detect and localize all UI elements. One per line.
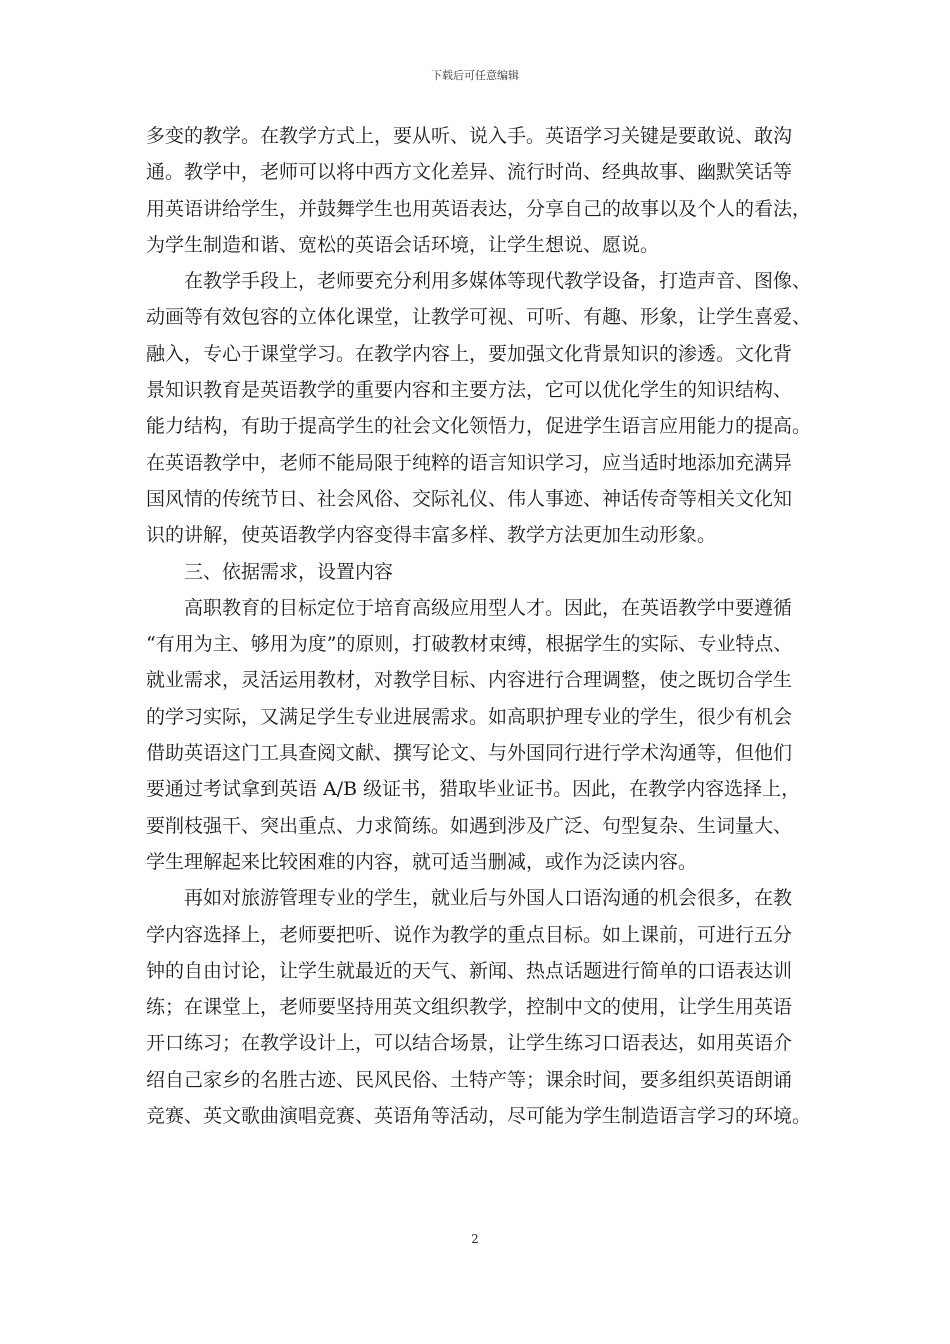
text-line: 开口练习；在教学设计上，可以结合场景，让学生练习口语表达，如用英语介 (146, 1032, 793, 1055)
text-line: 要通过考试拿到英语 A/B 级证书，猎取毕业证书。因此，在教学内容选择上， (146, 778, 801, 801)
text-line: 动画等有效包容的立体化课堂，让教学可视、可听、有趣、形象，让学生喜爱、 (146, 306, 812, 329)
text-line: 国风情的传统节日、社会风俗、交际礼仪、伟人事迹、神话传奇等相关文化知 (146, 487, 793, 510)
section-heading: 三、依据需求，设置内容 (184, 560, 394, 583)
text-line: 要削枝强干、突出重点、力求简练。如遇到涉及广泛、句型复杂、生词量大、 (146, 814, 793, 837)
text-line: 竞赛、英文歌曲演唱竞赛、英语角等活动，尽可能为学生制造语言学习的环境。 (146, 1105, 812, 1128)
page-header: 下载后可任意编辑 (431, 69, 519, 82)
text-line: 融入，专心于课堂学习。在教学内容上，要加强文化背景知识的渗透。文化背 (146, 342, 793, 365)
text-line: 再如对旅游管理专业的学生，就业后与外国人口语沟通的机会很多，在教 (184, 887, 793, 910)
body-text (146, 118, 818, 1134)
text-line: “有用为主、够用为度”的原则，打破教材束缚，根据学生的实际、专业特点、 (146, 633, 793, 656)
text-line: 能力结构，有助于提高学生的社会文化领悟力，促进学生语言应用能力的提高。 (146, 415, 812, 438)
text-line: 多变的教学。在教学方式上，要从听、说入手。英语学习关键是要敢说、敢沟 (146, 125, 793, 147)
text-line: 在教学手段上，老师要充分利用多媒体等现代教学设备，打造声音、图像、 (184, 270, 812, 293)
page-number: 2 (471, 1232, 479, 1246)
text-line: 通。教学中，老师可以将中西方文化差异、流行时尚、经典故事、幽默笑话等 (146, 161, 793, 184)
text-line: 用英语讲给学生，并鼓舞学生也用英语表达，分享自己的故事以及个人的看法， (146, 197, 812, 220)
text-line: 识的讲解，使英语教学内容变得丰富多样、教学方法更加生动形象。 (146, 524, 717, 547)
text-line: 钟的自由讨论，让学生就最近的天气、新闻、热点话题进行简单的口语表达训 (146, 959, 793, 982)
text-line: 绍自己家乡的名胜古迹、民风民俗、土特产等；课余时间，要多组织英语朗诵 (146, 1068, 793, 1091)
text-line: 的学习实际，又满足学生专业进展需求。如高职护理专业的学生，很少有机会 (146, 705, 793, 728)
text-line: 高职教育的目标定位于培育高级应用型人才。因此，在英语教学中要遵循 (184, 596, 793, 619)
text-line: 景知识教育是英语教学的重要内容和主要方法，它可以优化学生的知识结构、 (146, 379, 793, 402)
text-line: 为学生制造和谐、宽松的英语会话环境，让学生想说、愿说。 (146, 233, 660, 256)
text-line: 就业需求，灵活运用教材，对教学目标、内容进行合理调整，使之既切合学生 (146, 669, 793, 692)
text-line: 在英语教学中，老师不能局限于纯粹的语言知识学习，应当适时地添加充满异 (146, 451, 793, 474)
text-line: 练；在课堂上，老师要坚持用英文组织教学，控制中文的使用，让学生用英语 (146, 996, 793, 1019)
text-line: 借助英语这门工具查阅文献、撰写论文、与外国同行进行学术沟通等，但他们 (146, 742, 793, 765)
text-line: 学内容选择上，老师要把听、说作为教学的重点目标。如上课前，可进行五分 (146, 923, 793, 946)
text-line: 学生理解起来比较困难的内容，就可适当删减，或作为泛读内容。 (146, 850, 698, 873)
